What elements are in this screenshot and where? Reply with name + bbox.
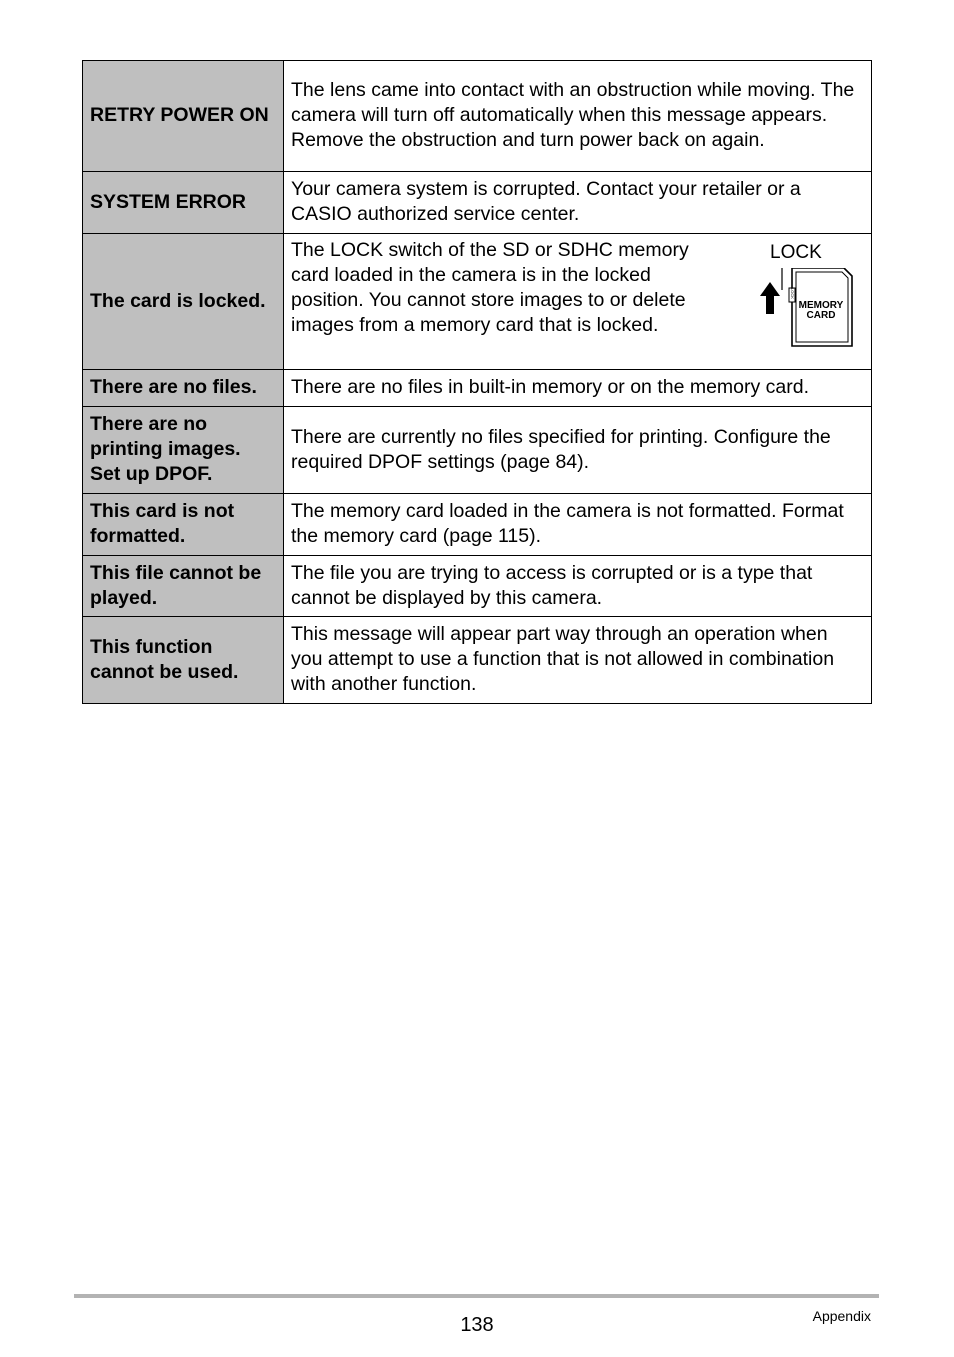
- section-name: Appendix: [812, 1308, 871, 1324]
- table-row: [83, 172, 872, 234]
- card-label-line2: CARD: [806, 310, 836, 321]
- table-row: [83, 556, 872, 617]
- table-row: [83, 407, 872, 494]
- description-with-figure: [291, 238, 864, 364]
- table-row: [83, 617, 872, 704]
- arrow-up-icon: [760, 282, 780, 314]
- error-message-table: [82, 60, 872, 704]
- description-cell: There are currently no files specified for printing. Configure the required DPOF settings (page 84).: [284, 407, 872, 494]
- description-cell: [284, 234, 872, 370]
- memory-card-icon: [756, 268, 864, 370]
- message-cell: There are no files.: [83, 370, 284, 407]
- switch-text: LOCK: [790, 288, 795, 299]
- message-cell: RETRY POWER ON: [83, 61, 284, 172]
- card-label-line1: MEMORY: [798, 300, 844, 311]
- memory-card-lock-figure: [756, 242, 864, 370]
- footer-divider: [74, 1294, 879, 1298]
- description-cell: The file you are trying to access is corrupted or is a type that cannot be displayed by this camera.: [284, 556, 872, 617]
- message-cell: There are no printing images. Set up DPOF.: [83, 407, 284, 494]
- message-cell: This card is not formatted.: [83, 494, 284, 556]
- description-cell: The memory card loaded in the camera is not formatted. Format the memory card (page 115).: [284, 494, 872, 556]
- description-cell: There are no files in built-in memory or on the memory card.: [284, 370, 872, 407]
- lock-label: LOCK: [770, 242, 822, 263]
- message-cell: The card is locked.: [83, 234, 284, 370]
- table-row: [83, 234, 872, 370]
- message-cell: This file cannot be played.: [83, 556, 284, 617]
- description-text: The LOCK switch of the SD or SDHC memory card loaded in the camera is in the locked position. You cannot store images to or delete images from a memory card that is locked.: [291, 239, 689, 336]
- message-cell: This function cannot be used.: [83, 617, 284, 704]
- description-cell: This message will appear part way through an operation when you attempt to use a function that is not allowed in combination with another function.: [284, 617, 872, 704]
- page-number: 138: [460, 1314, 494, 1336]
- table-row: [83, 494, 872, 556]
- description-cell: The lens came into contact with an obstruction while moving. The camera will turn off automatically when this message appears. Remove the obstruction and turn power back on again.: [284, 61, 872, 172]
- table-row: [83, 370, 872, 407]
- message-cell: SYSTEM ERROR: [83, 172, 284, 234]
- table-row: [83, 61, 872, 172]
- description-cell: Your camera system is corrupted. Contact your retailer or a CASIO authorized service center.: [284, 172, 872, 234]
